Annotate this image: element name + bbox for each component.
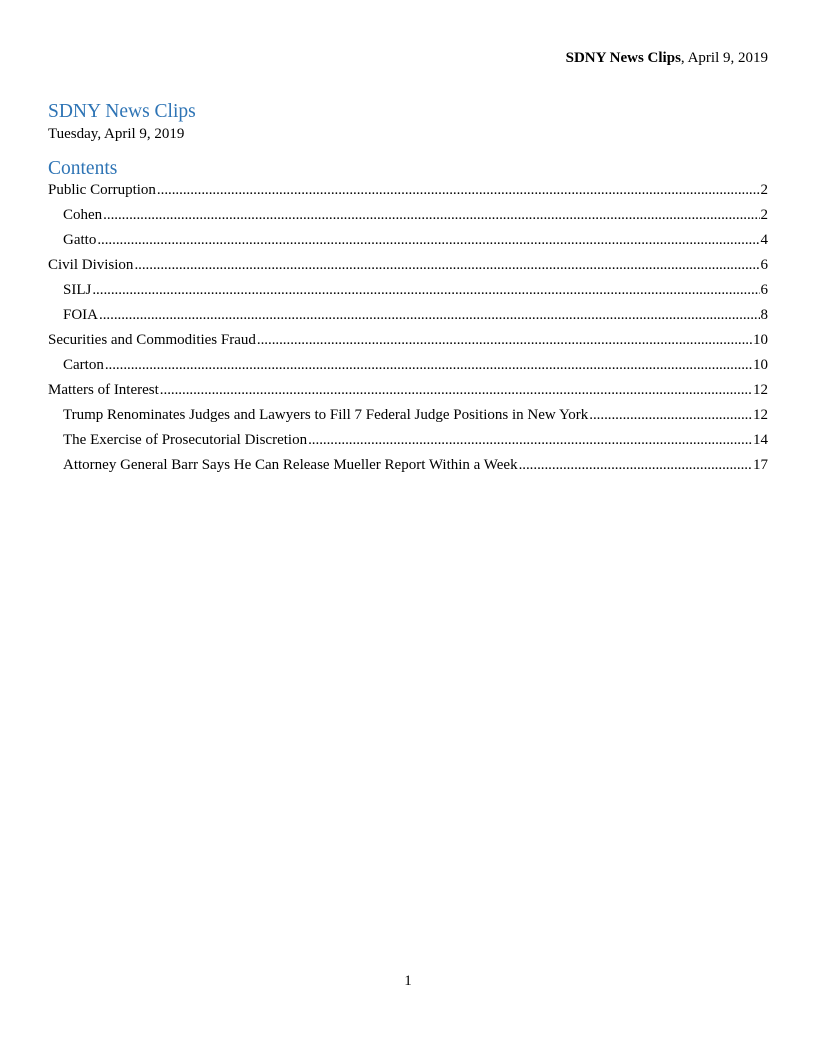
table-of-contents: [48, 180, 768, 480]
toc-entry-carton[interactable]: [48, 355, 768, 380]
toc-entry-page: 8: [760, 307, 768, 323]
toc-entry-prosecutorial-discretion[interactable]: [48, 430, 768, 455]
toc-entry-page: 2: [760, 207, 768, 223]
toc-entry-title: SILJ: [63, 282, 92, 298]
toc-entry-securities-fraud[interactable]: [48, 330, 768, 355]
toc-dot-leader: [103, 205, 759, 225]
toc-entry-civil-division[interactable]: [48, 255, 768, 280]
toc-dot-leader: [160, 380, 752, 400]
toc-entry-page: 6: [760, 282, 768, 298]
toc-entry-page: 6: [760, 257, 768, 273]
contents-heading: Contents: [48, 158, 118, 179]
toc-entry-page: 4: [760, 232, 768, 248]
toc-entry-matters-of-interest[interactable]: [48, 380, 768, 405]
document-title: SDNY News Clips: [48, 101, 196, 122]
toc-dot-leader: [105, 355, 752, 375]
toc-entry-page: 12: [753, 382, 768, 398]
toc-dot-leader: [134, 255, 759, 275]
toc-entry-foia[interactable]: [48, 305, 768, 330]
toc-dot-leader: [589, 405, 752, 425]
toc-entry-page: 10: [753, 332, 768, 348]
toc-entry-cohen[interactable]: [48, 205, 768, 230]
toc-entry-page: 10: [753, 357, 768, 373]
running-header: [566, 48, 768, 68]
toc-entry-title: Attorney General Barr Says He Can Release Mueller Report Within a Week: [63, 457, 518, 473]
toc-dot-leader: [157, 180, 760, 200]
toc-dot-leader: [308, 430, 752, 450]
toc-entry-silj[interactable]: [48, 280, 768, 305]
toc-entry-title: Securities and Commodities Fraud: [48, 332, 256, 348]
toc-entry-title: Trump Renominates Judges and Lawyers to Fill 7 Federal Judge Positions in New York: [63, 407, 589, 423]
toc-dot-leader: [519, 455, 752, 475]
toc-entry-title: Cohen: [63, 207, 103, 223]
header-title: SDNY News Clips: [565, 50, 681, 66]
page-number: 1: [404, 973, 412, 989]
toc-entry-page: 2: [760, 182, 768, 198]
toc-entry-page: 14: [753, 432, 768, 448]
toc-dot-leader: [99, 305, 759, 325]
toc-entry-title: Matters of Interest: [48, 382, 159, 398]
document-date: Tuesday, April 9, 2019: [48, 126, 185, 142]
toc-entry-public-corruption[interactable]: [48, 180, 768, 205]
toc-dot-leader: [257, 330, 752, 350]
toc-entry-title: The Exercise of Prosecutorial Discretion: [63, 432, 308, 448]
toc-entry-page: 17: [753, 457, 768, 473]
toc-entry-title: Carton: [63, 357, 104, 373]
toc-entry-title: FOIA: [63, 307, 99, 323]
toc-entry-title: Civil Division: [48, 257, 134, 273]
toc-dot-leader: [97, 230, 759, 250]
toc-entry-title: Public Corruption: [48, 182, 156, 198]
toc-entry-trump-renominates[interactable]: [48, 405, 768, 430]
toc-entry-gatto[interactable]: [48, 230, 768, 255]
toc-entry-page: 12: [753, 407, 768, 423]
header-date: , April 9, 2019: [680, 50, 768, 66]
toc-entry-title: Gatto: [63, 232, 97, 248]
toc-entry-barr-mueller-report[interactable]: [48, 455, 768, 480]
toc-dot-leader: [92, 280, 759, 300]
